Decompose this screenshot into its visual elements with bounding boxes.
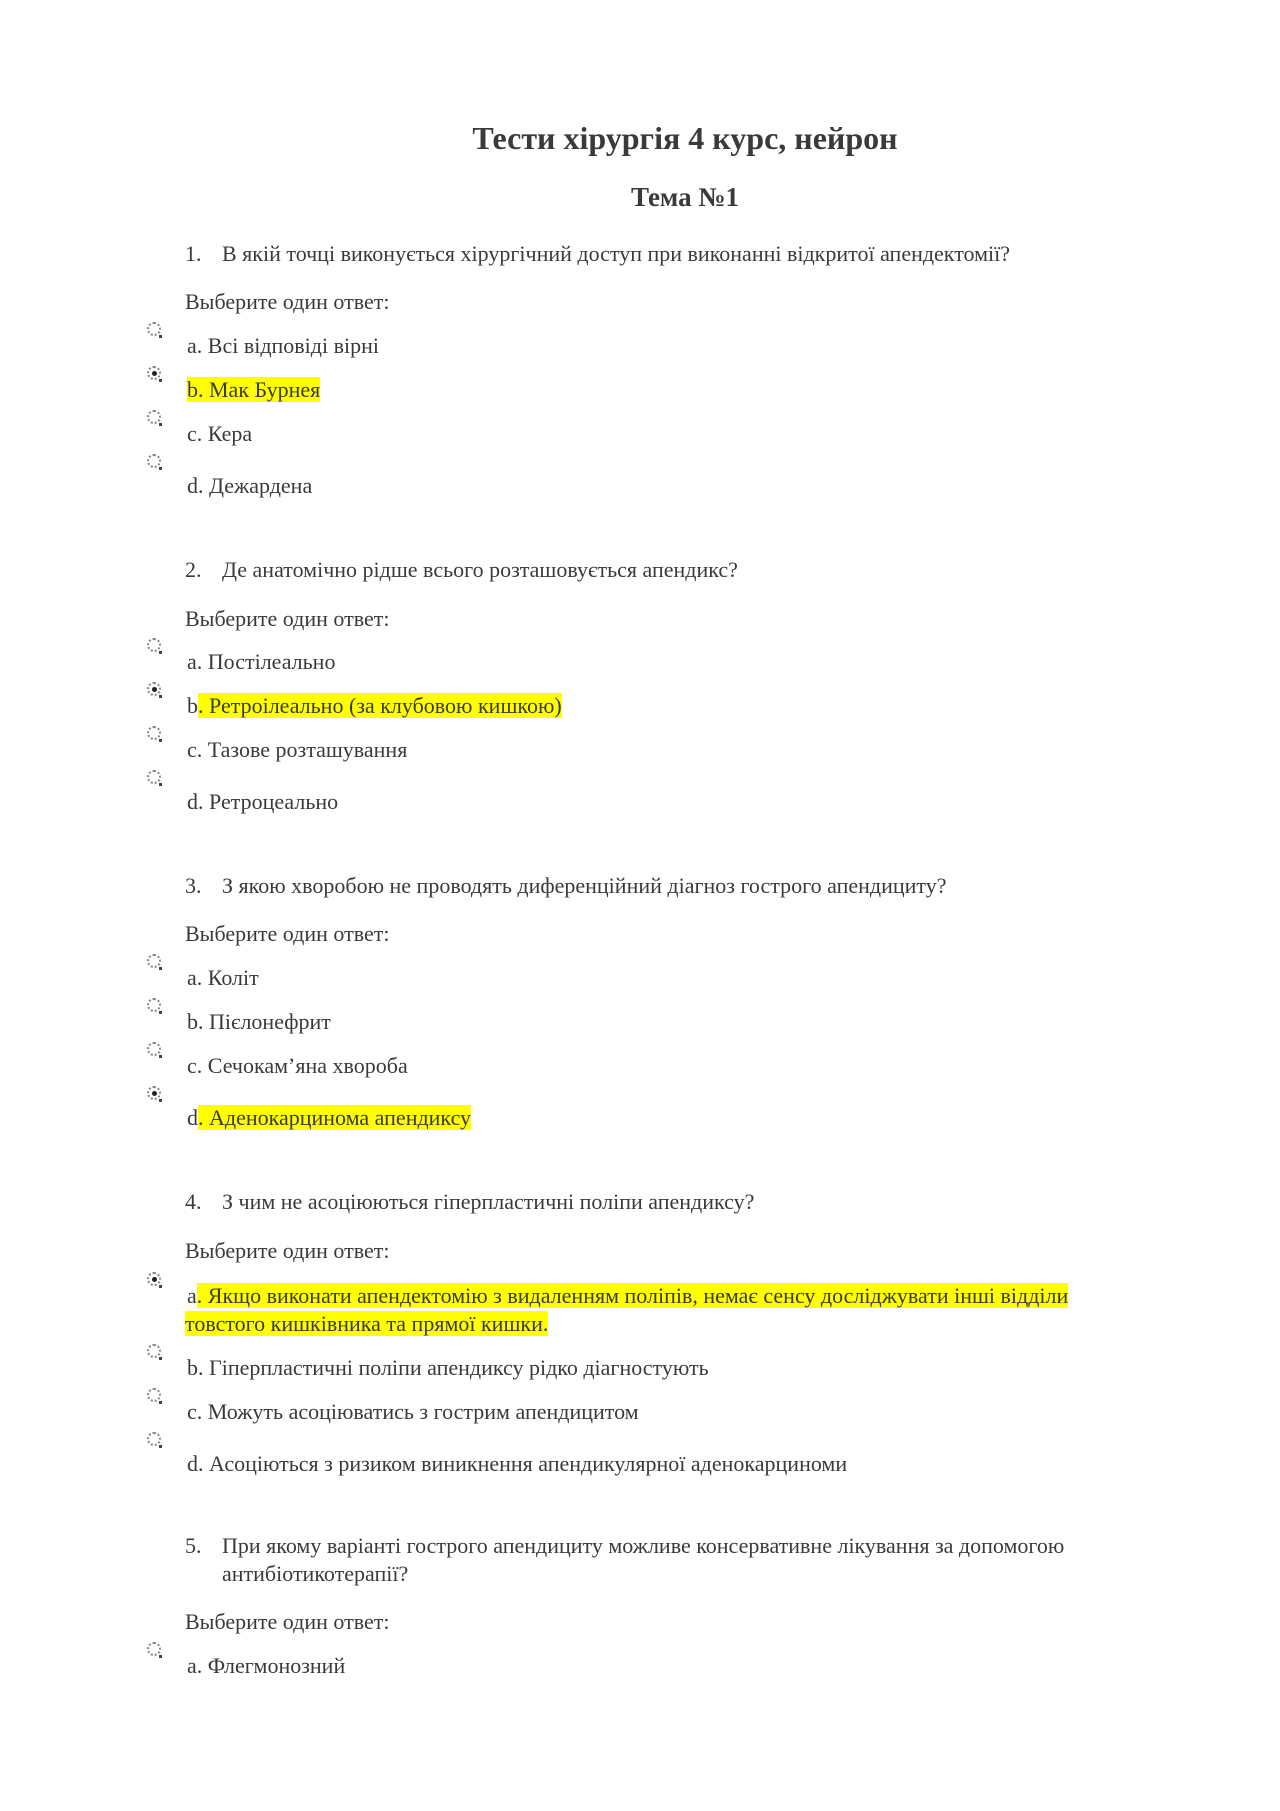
question-text: З якою хворобою не проводять диференційний діагноз гострого апендициту?	[222, 873, 947, 898]
question-4	[185, 1188, 1152, 1216]
question-number: 3.	[185, 873, 202, 898]
option-label: . Якщо виконати апендектомію з видаленням поліпів, немає сенсу досліджувати інші відділи товстого кишківника та прямої кишки.	[185, 1283, 1069, 1336]
answer-option[interactable]	[147, 1432, 1147, 1476]
option-letter: b.	[187, 1355, 204, 1380]
radio-button-checked[interactable]	[147, 1272, 161, 1286]
radio-marker-icon	[159, 379, 162, 382]
option-letter: d.	[187, 789, 204, 814]
document-title: Тести хірургія 4 курс, нейрон	[472, 120, 898, 156]
radio-marker-icon	[159, 1011, 162, 1014]
answer-option[interactable]	[147, 1642, 1147, 1678]
radio-button-checked[interactable]	[147, 1086, 161, 1100]
answer-prompt: Выберите один ответ:	[185, 1238, 390, 1263]
question-3	[185, 872, 1152, 900]
radio-button[interactable]	[147, 1432, 161, 1446]
option-label: Флегмонозний	[202, 1653, 346, 1678]
option-letter: a	[187, 1283, 197, 1308]
answer-option[interactable]	[147, 638, 1147, 674]
radio-marker-icon	[159, 467, 162, 470]
option-label: Ретроцеально	[203, 789, 339, 814]
option-label: . Ретроілеально (за клубовою кишкою)	[198, 693, 562, 718]
option-letter: a.	[187, 333, 203, 358]
option-label: Дежардена	[203, 473, 313, 498]
radio-marker-icon	[159, 783, 162, 786]
radio-button[interactable]	[147, 1042, 161, 1056]
answer-option-selected[interactable]	[147, 682, 1147, 718]
answer-prompt: Выберите один ответ:	[185, 1609, 390, 1634]
answer-prompt: Выберите один ответ:	[185, 921, 390, 946]
radio-marker-icon	[159, 1445, 162, 1448]
radio-marker-icon	[159, 651, 162, 654]
option-letter: b	[187, 693, 198, 718]
radio-button-checked[interactable]	[147, 366, 161, 380]
radio-marker-icon	[159, 1055, 162, 1058]
radio-button[interactable]	[147, 638, 161, 652]
radio-button[interactable]	[147, 1344, 161, 1358]
option-letter: d	[187, 1105, 198, 1130]
document-subtitle: Тема №1	[630, 182, 740, 212]
option-label: Асоціються з ризиком виникнення апендикулярної аденокарциноми	[203, 1451, 848, 1476]
radio-button[interactable]	[147, 410, 161, 424]
radio-marker-icon	[159, 1285, 162, 1288]
answer-option-selected[interactable]	[147, 1272, 1147, 1336]
radio-button[interactable]	[147, 454, 161, 468]
answer-option[interactable]	[147, 410, 1147, 446]
question-text: В якій точці виконується хірургічний доступ при виконанні відкритої апендектомії?	[222, 241, 1011, 266]
option-letter: a.	[187, 1653, 203, 1678]
option-label: Сечокам’яна хвороба	[202, 1053, 408, 1078]
question-5	[185, 1532, 1182, 1588]
radio-button[interactable]	[147, 322, 161, 336]
radio-button[interactable]	[147, 1642, 161, 1656]
question-number: 4.	[185, 1189, 202, 1214]
answer-option-selected[interactable]	[147, 366, 1147, 402]
answer-option[interactable]	[147, 954, 1147, 990]
option-letter: d.	[187, 1451, 204, 1476]
answer-option[interactable]	[147, 454, 1147, 498]
option-label: . Аденокарцинома апендиксу	[198, 1105, 472, 1130]
answer-option[interactable]	[147, 770, 1147, 814]
answer-prompt: Выберите один ответ:	[185, 289, 390, 314]
radio-marker-icon	[159, 1357, 162, 1360]
radio-button[interactable]	[147, 1388, 161, 1402]
option-letter: d.	[187, 473, 204, 498]
option-label: Пієлонефрит	[203, 1009, 331, 1034]
radio-marker-icon	[159, 1401, 162, 1404]
radio-marker-icon	[159, 335, 162, 338]
question-2	[185, 556, 1152, 584]
option-letter: b.	[187, 377, 204, 402]
answer-option-selected[interactable]	[147, 1086, 1147, 1130]
radio-marker-icon	[159, 967, 162, 970]
radio-button-checked[interactable]	[147, 682, 161, 696]
answer-option[interactable]	[147, 726, 1147, 762]
option-letter: a.	[187, 965, 203, 990]
answer-option[interactable]	[147, 1388, 1147, 1424]
radio-button[interactable]	[147, 770, 161, 784]
question-number: 5.	[185, 1533, 202, 1558]
question-1	[185, 240, 1152, 268]
option-letter: b.	[187, 1009, 204, 1034]
question-text: Де анатомічно рідше всього розташовується апендикс?	[222, 557, 738, 582]
radio-marker-icon	[159, 423, 162, 426]
option-letter: c.	[187, 421, 203, 446]
option-label: Гіперпластичні поліпи апендиксу рідко діагностують	[203, 1355, 709, 1380]
radio-marker-icon	[159, 695, 162, 698]
option-letter: a.	[187, 649, 203, 674]
answer-option[interactable]	[147, 322, 1147, 358]
option-label: Постілеально	[202, 649, 336, 674]
radio-button[interactable]	[147, 726, 161, 740]
option-label: Коліт	[202, 965, 259, 990]
radio-marker-icon	[159, 739, 162, 742]
option-label: Можуть асоціюватись з гострим апендицитом	[202, 1399, 639, 1424]
option-letter: c.	[187, 1053, 203, 1078]
question-number: 1.	[185, 241, 202, 266]
option-label: Мак Бурнея	[203, 377, 321, 402]
answer-prompt: Выберите один ответ:	[185, 606, 390, 631]
question-number: 2.	[185, 557, 202, 582]
question-text: При якому варіанті гострого апендициту можливе консервативне лікування за допомогою антибіотикотерапії?	[222, 1533, 1065, 1586]
option-letter: c.	[187, 1399, 203, 1424]
radio-marker-icon	[159, 1655, 162, 1658]
option-label: Тазове розташування	[202, 737, 408, 762]
answer-option[interactable]	[147, 1042, 1147, 1078]
radio-button[interactable]	[147, 954, 161, 968]
radio-marker-icon	[159, 1099, 162, 1102]
answer-option[interactable]	[147, 1344, 1147, 1380]
option-label: Кера	[202, 421, 253, 446]
question-text: З чим не асоціюються гіперпластичні поліпи апендиксу?	[222, 1189, 755, 1214]
option-label: Всі відповіді вірні	[202, 333, 379, 358]
answer-option[interactable]	[147, 998, 1147, 1034]
option-letter: c.	[187, 737, 203, 762]
radio-button[interactable]	[147, 998, 161, 1012]
